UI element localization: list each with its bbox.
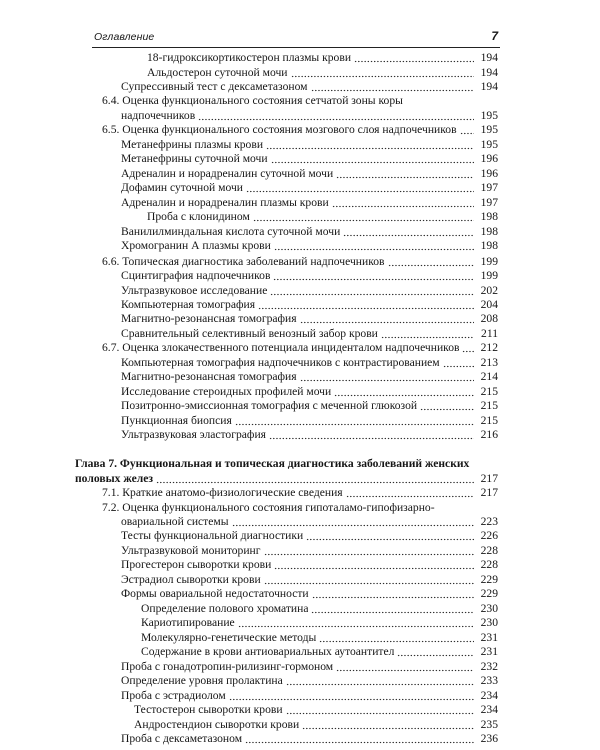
toc-entry-title: Тесты функциональной диагностики	[121, 529, 304, 543]
toc-entry-page: 215	[480, 399, 498, 413]
dot-leader	[238, 618, 474, 628]
toc-entry-title-line1[interactable]: 6.4. Оценка функционального состояния сетчатой зоны коры	[102, 94, 403, 108]
toc-entry-page: 230	[480, 601, 498, 615]
toc-entry-title: Прогестерон сыворотки крови	[121, 558, 272, 572]
dot-leader	[336, 169, 474, 179]
toc-entry[interactable]	[147, 51, 498, 65]
dot-leader	[198, 111, 474, 121]
toc-entry-page: 228	[480, 543, 498, 557]
toc-entry-page: 195	[480, 108, 498, 122]
toc-entry[interactable]	[121, 428, 498, 442]
dot-leader	[311, 604, 474, 614]
toc-entry-title: Сцинтиграфия надпочечников	[121, 269, 271, 282]
toc-entry[interactable]	[75, 472, 498, 486]
dot-leader	[381, 329, 474, 339]
dot-leader	[229, 691, 474, 701]
toc-entry-title: 6.7. Оценка злокачественного потенциала инциденталом надпочечников	[102, 341, 460, 355]
dot-leader	[270, 286, 474, 296]
toc-entry-page: 213	[480, 355, 498, 369]
toc-entry-page: 235	[480, 717, 498, 731]
dot-leader	[311, 82, 475, 92]
dot-leader	[264, 575, 474, 585]
toc-entry[interactable]	[121, 660, 498, 674]
toc-entry-page: 228	[480, 558, 498, 572]
toc-entry-page: 215	[480, 384, 498, 398]
toc-entry[interactable]	[121, 558, 498, 572]
toc-entry-page: 194	[480, 51, 498, 64]
toc-entry-title: Хромогранин А плазмы крови	[121, 239, 271, 253]
toc-entry-page: 197	[480, 195, 498, 209]
dot-leader	[269, 430, 474, 440]
toc-entry-page: 194	[480, 79, 498, 93]
chapter-heading-line2: половых желез	[75, 471, 154, 485]
toc-entry-title: Адреналин и норадреналин плазмы крови	[121, 195, 329, 209]
toc-entry-title: Сравнительный селективный венозный забор крови	[121, 326, 378, 340]
toc-entry[interactable]	[121, 356, 498, 370]
toc-entry[interactable]	[121, 544, 498, 558]
dot-leader	[156, 474, 474, 484]
dot-leader	[235, 416, 474, 426]
toc-entry-title: Магнитно-резонансная томография	[121, 312, 297, 326]
toc-entry-title: Эстрадиол сыворотки крови	[121, 572, 261, 586]
toc-entry-page: 214	[480, 370, 498, 384]
dot-leader	[420, 401, 474, 411]
dot-leader	[264, 546, 475, 556]
toc-entry-title: Кариотипирование	[141, 616, 235, 630]
toc-entry[interactable]	[141, 602, 498, 616]
toc-entry-page: 199	[480, 254, 498, 268]
dot-leader	[274, 560, 474, 570]
toc-entry-title: Проба с клонидином	[147, 210, 250, 224]
dot-leader	[286, 676, 474, 686]
toc-entry[interactable]	[134, 703, 498, 717]
dot-leader	[319, 633, 474, 643]
toc-entry-title: Определение полового хроматина	[141, 601, 309, 615]
toc-entry-page: 217	[480, 486, 498, 499]
page-number: 7	[491, 29, 498, 43]
toc-entry-title: Исследование стероидных профилей мочи	[121, 384, 332, 398]
toc-entry[interactable]	[121, 225, 498, 239]
dot-leader	[312, 589, 474, 599]
toc-entry-page: 215	[480, 413, 498, 427]
toc-entry[interactable]	[121, 152, 498, 166]
toc-entry[interactable]	[121, 587, 498, 601]
toc-entry[interactable]	[121, 239, 498, 253]
toc-entry-title: Ультразвуковое исследование	[121, 283, 268, 297]
toc-entry-page: 217	[480, 471, 498, 485]
toc-entry-title: надпочечников	[121, 108, 196, 122]
toc-entry-page: 199	[480, 269, 498, 282]
toc-entry-title: Пункционная биопсия	[121, 413, 232, 427]
dot-leader	[273, 271, 474, 281]
dot-leader	[291, 68, 475, 78]
toc-entry-page: 223	[480, 515, 498, 528]
toc-entry-title: Компьютерная томография надпочечников с контрастированием	[121, 355, 440, 369]
toc-entry[interactable]	[121, 312, 498, 326]
toc-entry-title: Тестостерон сыворотки крови	[134, 703, 283, 717]
toc-entry-page: 216	[480, 428, 498, 442]
toc-entry[interactable]	[134, 718, 498, 732]
toc-entry-title: Компьютерная томография	[121, 297, 256, 311]
toc-entry-title: Супрессивный тест с дексаметазоном	[121, 79, 308, 93]
dot-leader	[246, 183, 474, 193]
toc-entry-page: 204	[480, 297, 498, 311]
toc-entry-page: 233	[480, 674, 498, 688]
dot-leader	[334, 387, 474, 397]
toc-entry-page: 232	[480, 659, 498, 673]
toc-entry-title: 6.5. Оценка функционального состояния мозгового слоя надпочечников	[102, 123, 457, 137]
toc-entry-title: Метанефрины плазмы крови	[121, 137, 264, 151]
dot-leader	[332, 198, 474, 208]
toc-entry[interactable]	[121, 732, 498, 746]
toc-entry[interactable]	[121, 284, 498, 298]
toc-entry-page: 226	[480, 529, 498, 543]
toc-entry-title: Андростендион сыворотки крови	[134, 717, 300, 731]
dot-leader	[443, 358, 474, 368]
toc-entry[interactable]	[147, 210, 498, 224]
toc-entry-page: 208	[480, 312, 498, 326]
toc-entry[interactable]	[121, 529, 498, 543]
toc-entry[interactable]	[102, 255, 498, 269]
toc-entry-page: 231	[480, 645, 498, 659]
dot-leader	[274, 241, 474, 251]
dot-leader	[266, 140, 474, 150]
toc-entry[interactable]	[121, 298, 498, 312]
toc-entry[interactable]	[121, 269, 498, 283]
toc-entry-page: 194	[480, 65, 498, 79]
toc-entry-page: 202	[480, 283, 498, 297]
toc-entry[interactable]	[121, 414, 498, 428]
toc-entry[interactable]	[121, 674, 498, 688]
toc-entry-page: 234	[480, 703, 498, 717]
dot-leader	[286, 705, 474, 715]
toc-entry[interactable]	[102, 486, 498, 500]
toc-entry-page: 196	[480, 152, 498, 166]
toc-entry-title: Определение уровня пролактина	[121, 674, 283, 688]
toc-entry-page: 229	[480, 572, 498, 586]
toc-entry[interactable]	[141, 616, 498, 630]
toc-entry[interactable]	[141, 645, 498, 659]
dot-leader	[258, 300, 474, 310]
page-header	[92, 31, 500, 48]
toc-entry[interactable]	[121, 385, 498, 399]
toc-entry[interactable]	[121, 109, 498, 123]
toc-entry[interactable]	[121, 327, 498, 341]
toc-entry-page: 230	[480, 616, 498, 630]
dot-leader	[300, 314, 474, 324]
toc-entry-title: Альдостерон суточной мочи	[147, 65, 288, 79]
chapter-heading-line1[interactable]: Глава 7. Функциональная и топическая диагностика заболеваний женских	[75, 457, 470, 471]
toc-entry-title: 7.1. Краткие анатомо-физиологические сведения	[102, 486, 343, 499]
dot-leader	[232, 517, 474, 527]
toc-entry[interactable]	[141, 631, 498, 645]
toc-entry-title: Содержание в крови антиовариальных аутоантител	[141, 645, 395, 659]
dot-leader	[271, 154, 474, 164]
toc-entry-page: 234	[480, 688, 498, 702]
dot-leader	[354, 53, 474, 63]
toc-entry-title: Проба с эстрадиолом	[121, 688, 226, 702]
toc-entry-title-line1[interactable]: 7.2. Оценка функционального состояния гипоталамо-гипофизарно-	[102, 500, 435, 514]
dot-leader	[245, 734, 474, 744]
toc-entry[interactable]	[147, 66, 498, 80]
toc-entry-title: Дофамин суточной мочи	[121, 181, 244, 195]
toc-entry[interactable]	[121, 515, 498, 529]
toc-entry-title: Формы овариальной недостаточности	[121, 587, 309, 601]
toc-entry-title: Магнитно-резонансная томография	[121, 370, 297, 384]
toc-entry-title: Проба с дексаметазоном	[121, 732, 243, 745]
toc-entry-title: Ванилилминдальная кислота суточной мочи	[121, 224, 341, 238]
toc-entry-page: 229	[480, 587, 498, 601]
toc-entry-page: 197	[480, 181, 498, 195]
toc-entry-title: 18-гидроксикортикостерон плазмы крови	[147, 51, 352, 64]
toc-entry-title: Ультразвуковой мониторинг	[121, 543, 261, 557]
toc-entry[interactable]	[121, 167, 498, 181]
toc-entry-title: овариальной системы	[121, 515, 229, 528]
dot-leader	[462, 343, 474, 353]
dot-leader	[388, 257, 474, 267]
dot-leader	[346, 488, 474, 498]
dot-leader	[343, 227, 474, 237]
dot-leader	[460, 125, 474, 135]
toc-entry-page: 198	[480, 210, 498, 224]
toc-entry[interactable]	[121, 138, 498, 152]
toc-entry-page: 231	[480, 630, 498, 644]
toc-entry[interactable]	[121, 370, 498, 384]
toc-entry[interactable]	[102, 123, 498, 137]
toc-entry[interactable]	[121, 196, 498, 210]
toc-entry-title: 6.6. Топическая диагностика заболеваний надпочечников	[102, 254, 385, 268]
toc-entry-title: Позитронно-эмиссионная томография с меченной глюкозой	[121, 399, 418, 413]
dot-leader	[253, 212, 474, 222]
dot-leader	[397, 647, 474, 657]
toc-entry[interactable]	[121, 573, 498, 587]
toc-entry-title: Адреналин и норадреналин суточной мочи	[121, 166, 334, 180]
dot-leader	[306, 531, 474, 541]
toc-entry[interactable]	[121, 80, 498, 94]
toc-entry-title: Проба с гонадотропин-рилизинг-гормоном	[121, 659, 334, 673]
toc-entry-page: 196	[480, 166, 498, 180]
toc-entry-page: 236	[480, 732, 498, 745]
toc-entry-title: Молекулярно-генетические методы	[141, 630, 317, 644]
toc-entry[interactable]	[121, 399, 498, 413]
dot-leader	[302, 720, 474, 730]
toc-entry[interactable]	[102, 341, 498, 355]
toc-entry-page: 198	[480, 239, 498, 253]
toc-entry[interactable]	[121, 181, 498, 195]
toc-entry-page: 198	[480, 224, 498, 238]
toc-entry-page: 211	[481, 326, 498, 340]
toc-entry-title: Ультразвуковая эластография	[121, 428, 266, 442]
toc-entry-page: 212	[480, 341, 498, 355]
dot-leader	[300, 372, 474, 382]
toc-entry-page: 195	[480, 123, 498, 137]
dot-leader	[336, 662, 474, 672]
running-title: Оглавление	[94, 31, 155, 43]
toc-entry-title: Метанефрины суточной мочи	[121, 152, 268, 166]
toc-entry[interactable]	[121, 689, 498, 703]
toc-entry-page: 195	[480, 137, 498, 151]
